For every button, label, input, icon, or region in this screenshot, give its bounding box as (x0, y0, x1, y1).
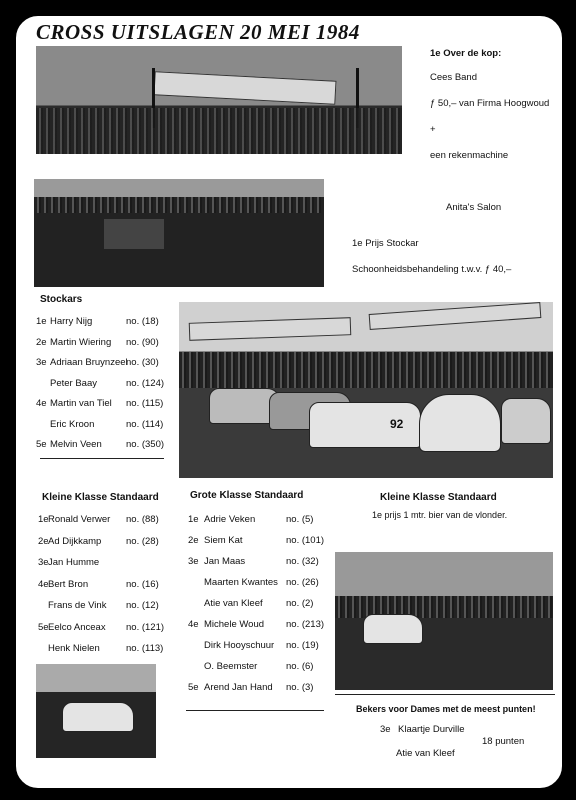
bekers-points: 18 punten (482, 736, 525, 747)
grote-heading: Grote Klasse Standaard (190, 490, 304, 501)
row-number: no. (213) (286, 619, 325, 630)
row-position: 1e (36, 316, 47, 327)
row-name: Jan Maas (204, 556, 246, 567)
row-name: Atie van Kleef (204, 598, 263, 609)
row-number: no. (3) (286, 682, 314, 693)
bekers-name1: Klaartje Durville (398, 724, 465, 735)
row-name: Melvin Veen (50, 439, 102, 450)
bekers-position: 3e (380, 724, 391, 735)
row-position: 5e (188, 682, 199, 693)
row-name: Eric Kroon (50, 418, 95, 430)
row-number: no. (124) (126, 377, 165, 389)
row-position: 2e (188, 535, 199, 546)
race-car (62, 702, 134, 732)
row-number: no. (28) (126, 535, 159, 547)
photo-white-car (36, 664, 156, 758)
kleine-left-heading: Kleine Klasse Standaard (42, 492, 159, 503)
row-position: 1e (38, 514, 49, 525)
bekers-heading: Bekers voor Dames met de meest punten! (356, 704, 536, 714)
row-number: no. (114) (126, 418, 164, 430)
divider (40, 458, 164, 459)
row-name: Henk Nielen (48, 643, 100, 654)
crowd (34, 197, 324, 213)
row-number: no. (90) (126, 336, 159, 348)
row-name: Ronald Verwer (48, 514, 111, 525)
photo-finish-banner (36, 46, 402, 154)
row-name: Dirk Hooyschuur (204, 640, 275, 651)
row-position: 2e (38, 535, 49, 547)
row-name: Arend Jan Hand (204, 682, 273, 693)
row-name: Frans de Vink (48, 600, 107, 611)
crowd (179, 352, 553, 388)
row-number: no. (5) (286, 514, 314, 525)
row-number: no. (88) (126, 514, 159, 525)
kleine-right-prize: 1e prijs 1 mtr. bier van de vlonder. (372, 510, 508, 520)
row-number: no. (26) (286, 577, 319, 588)
row-position: 5e (36, 439, 47, 450)
row-number: no. (16) (126, 578, 159, 590)
row-position: 4e (36, 398, 47, 409)
newsletter-page (14, 14, 564, 790)
page-title: CROSS UITSLAGEN 20 MEI 1984 (36, 20, 360, 44)
row-name: Adrie Veken (204, 514, 256, 525)
row-number: no. (18) (126, 316, 159, 327)
row-name: Adriaan Bruynzeel (50, 357, 128, 368)
divider (335, 694, 555, 695)
row-number: no. (121) (126, 621, 165, 633)
row-position: 1e (188, 514, 199, 525)
stockar-prize-label: 1e Prijs Stockar (352, 238, 419, 249)
row-position: 3e (36, 357, 47, 368)
row-position: 2e (36, 336, 47, 348)
row-number: no. (101) (286, 535, 325, 546)
row-position: 3e (188, 556, 199, 567)
row-number: no. (19) (286, 640, 319, 651)
prize-money: ƒ 50,– van Firma Hoogwoud (430, 98, 550, 109)
photo-race-cars (179, 302, 553, 478)
race-car (419, 394, 501, 452)
photo-banner (153, 71, 336, 104)
kleine-right-heading: Kleine Klasse Standaard (380, 492, 497, 503)
row-number: no. (2) (286, 598, 314, 609)
photo-single-car (335, 552, 553, 690)
crowd (36, 108, 402, 154)
race-car (363, 614, 423, 644)
prize-calculator: een rekenmachine (430, 150, 509, 161)
row-name: Siem Kat (204, 535, 243, 546)
photo-banner (369, 302, 542, 330)
row-name: Harry Nijg (50, 316, 93, 327)
row-name: Martin Wiering (50, 336, 112, 348)
winner-name: Cees Band (430, 72, 478, 83)
row-position: 3e (38, 557, 49, 568)
race-car (309, 402, 421, 448)
row-name: Ad Dijkkamp (48, 535, 102, 547)
row-number: no. (12) (126, 600, 159, 611)
sponsor-name: Anita's Salon (446, 202, 502, 213)
row-name: Maarten Kwantes (204, 577, 278, 588)
stockars-heading: Stockars (40, 294, 83, 305)
row-name: Bert Bron (48, 578, 89, 590)
row-name: O. Beemster (204, 661, 258, 672)
over-de-kop-label: 1e Over de kop: (430, 48, 502, 59)
bekers-name2: Atie van Kleef (396, 748, 455, 759)
row-name: Peter Baay (50, 377, 97, 389)
row-name: Jan Humme (48, 557, 100, 568)
plus-sign: + (430, 124, 436, 135)
stockar-prize-desc: Schoonheidsbehandeling t.w.v. ƒ 40,– (352, 264, 512, 275)
row-number: no. (350) (126, 439, 165, 450)
row-position: 5e (38, 621, 49, 633)
car-number: 92 (390, 417, 404, 431)
row-position: 4e (188, 619, 199, 630)
row-name: Eelco Anceax (48, 621, 106, 633)
row-number: no. (113) (126, 643, 164, 654)
row-number: no. (115) (126, 398, 164, 409)
row-position: 4e (38, 578, 49, 590)
photo-field (34, 179, 324, 287)
row-number: no. (32) (286, 556, 319, 567)
row-number: no. (30) (126, 357, 159, 368)
building (104, 219, 164, 249)
row-name: Martin van Tiel (50, 398, 112, 409)
row-number: no. (6) (286, 661, 314, 672)
race-car (501, 398, 551, 444)
photo-banner (189, 317, 352, 341)
divider (186, 710, 324, 711)
row-name: Michele Woud (204, 619, 265, 630)
